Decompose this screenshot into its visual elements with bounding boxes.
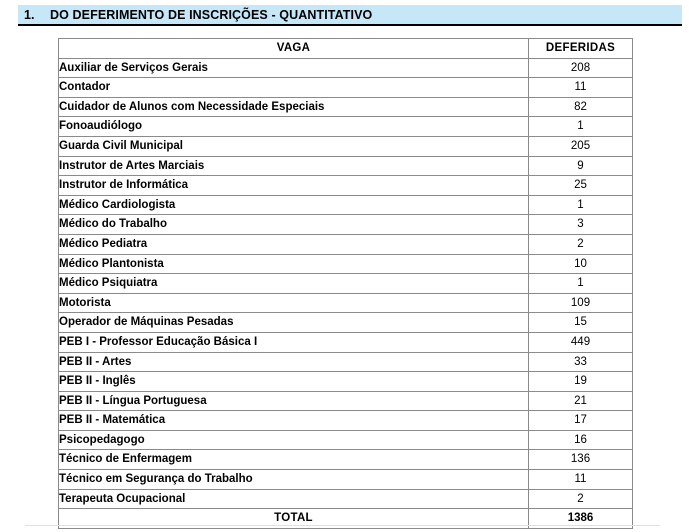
- cell-deferidas: 82: [529, 97, 633, 117]
- cell-vaga: Médico Cardiologista: [59, 195, 529, 215]
- total-label: TOTAL: [59, 509, 529, 529]
- table-row: [59, 136, 633, 156]
- cell-deferidas: 19: [529, 372, 633, 392]
- cell-deferidas: 1: [529, 274, 633, 294]
- cell-vaga: Médico Psiquiatra: [59, 274, 529, 294]
- cell-deferidas: 25: [529, 176, 633, 196]
- cell-vaga: PEB II - Língua Portuguesa: [59, 391, 529, 411]
- table-row: [59, 215, 633, 235]
- cell-vaga: Contador: [59, 78, 529, 98]
- table-body: [59, 58, 633, 528]
- table-row: [59, 430, 633, 450]
- cell-vaga: Técnico em Segurança do Trabalho: [59, 470, 529, 490]
- table-row: [59, 450, 633, 470]
- column-header-vaga: VAGA: [59, 39, 529, 59]
- cell-vaga: PEB II - Inglês: [59, 372, 529, 392]
- footer-divider: [25, 525, 660, 526]
- table-row: [59, 391, 633, 411]
- cell-deferidas: 2: [529, 234, 633, 254]
- section-number: 1.: [24, 7, 35, 22]
- table-row: [59, 489, 633, 509]
- table-row: [59, 313, 633, 333]
- cell-vaga: Fonoaudiólogo: [59, 117, 529, 137]
- table-row: [59, 97, 633, 117]
- cell-deferidas: 17: [529, 411, 633, 431]
- section-heading: [18, 5, 682, 26]
- deferimento-table: [58, 38, 633, 529]
- cell-vaga: Médico Plantonista: [59, 254, 529, 274]
- cell-deferidas: 109: [529, 293, 633, 313]
- table-row: [59, 372, 633, 392]
- cell-vaga: Guarda Civil Municipal: [59, 136, 529, 156]
- table-row: [59, 254, 633, 274]
- cell-deferidas: 1: [529, 117, 633, 137]
- cell-vaga: Motorista: [59, 293, 529, 313]
- table-row: [59, 411, 633, 431]
- cell-deferidas: 208: [529, 58, 633, 78]
- cell-vaga: Cuidador de Alunos com Necessidade Especiais: [59, 97, 529, 117]
- cell-vaga: Psicopedagogo: [59, 430, 529, 450]
- cell-deferidas: 21: [529, 391, 633, 411]
- table-header-row: [59, 39, 633, 59]
- cell-vaga: Técnico de Enfermagem: [59, 450, 529, 470]
- cell-vaga: Instrutor de Informática: [59, 176, 529, 196]
- table-row: [59, 293, 633, 313]
- table-row: [59, 78, 633, 98]
- cell-deferidas: 16: [529, 430, 633, 450]
- table-row: [59, 470, 633, 490]
- table-row: [59, 156, 633, 176]
- table-row: [59, 234, 633, 254]
- table-row: [59, 117, 633, 137]
- cell-vaga: Médico do Trabalho: [59, 215, 529, 235]
- cell-deferidas: 1: [529, 195, 633, 215]
- cell-vaga: Auxiliar de Serviços Gerais: [59, 58, 529, 78]
- cell-vaga: Médico Pediatra: [59, 234, 529, 254]
- table-row: [59, 176, 633, 196]
- cell-deferidas: 136: [529, 450, 633, 470]
- cell-vaga: Terapeuta Ocupacional: [59, 489, 529, 509]
- table-row: [59, 58, 633, 78]
- cell-deferidas: 205: [529, 136, 633, 156]
- cell-deferidas: 10: [529, 254, 633, 274]
- page-title: DO DEFERIMENTO DE INSCRIÇÕES - QUANTITATIVO: [50, 7, 373, 22]
- table-row: [59, 195, 633, 215]
- cell-deferidas: 15: [529, 313, 633, 333]
- cell-vaga: PEB I - Professor Educação Básica I: [59, 332, 529, 352]
- table-header: [59, 39, 633, 59]
- cell-deferidas: 3: [529, 215, 633, 235]
- column-header-deferidas: DEFERIDAS: [529, 39, 633, 59]
- cell-deferidas: 33: [529, 352, 633, 372]
- cell-deferidas: 11: [529, 470, 633, 490]
- cell-deferidas: 2: [529, 489, 633, 509]
- cell-deferidas: 9: [529, 156, 633, 176]
- cell-vaga: Operador de Máquinas Pesadas: [59, 313, 529, 333]
- table-row: [59, 352, 633, 372]
- cell-deferidas: 449: [529, 332, 633, 352]
- table-row: [59, 332, 633, 352]
- total-value: 1386: [529, 509, 633, 529]
- cell-vaga: Instrutor de Artes Marciais: [59, 156, 529, 176]
- table-row: [59, 274, 633, 294]
- cell-vaga: PEB II - Matemática: [59, 411, 529, 431]
- cell-vaga: PEB II - Artes: [59, 352, 529, 372]
- cell-deferidas: 11: [529, 78, 633, 98]
- quantitative-table-container: [58, 38, 632, 529]
